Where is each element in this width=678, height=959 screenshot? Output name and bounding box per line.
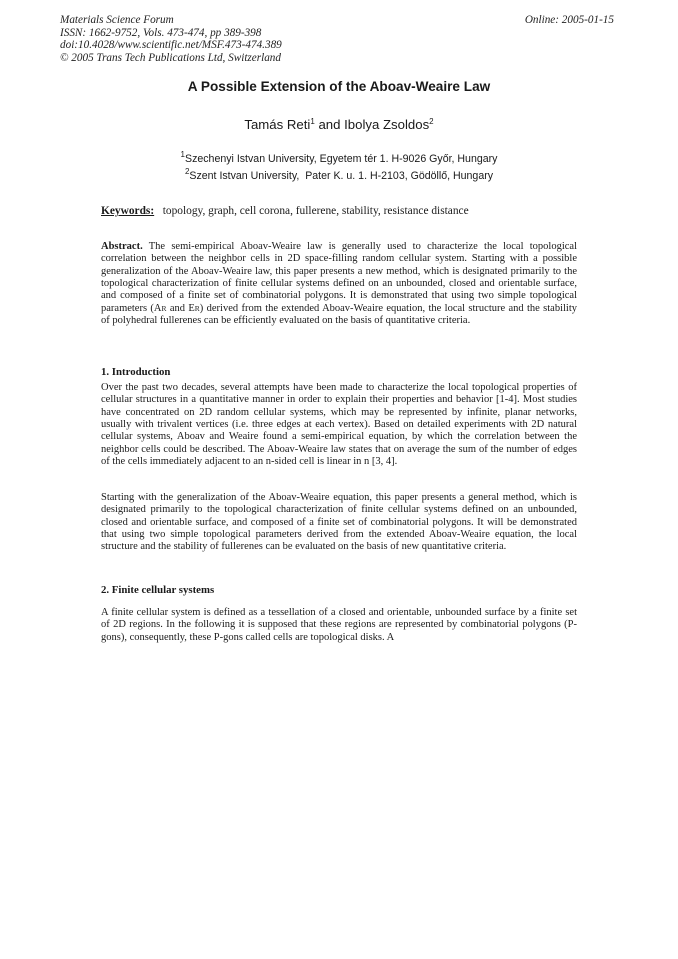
section-heading-introduction: 1. Introduction <box>101 366 171 378</box>
abstract-subscript-2: R <box>194 303 200 313</box>
author-line <box>0 117 678 132</box>
copyright-line: © 2005 Trans Tech Publications Ltd, Switzerland <box>60 51 281 64</box>
section-heading-finite-cellular-systems: 2. Finite cellular systems <box>101 584 215 596</box>
abstract-text-start: The semi-empirical Aboav-Weaire law is generally used to characterize the local topological correlation between the neighbor cells in 2D space-filling random cellular system. Starting with a possible generalization of the Aboav-Weaire law, this paper presents a new method, which is designated primarily to the topological characterization of finite cellular systems defined on an unbounded, closed and orientable surface, and composed of a finite set of combinatorial polygons. It is demonstrated that using two simple topological parameters (A <box>101 241 577 314</box>
affiliation-1-text: Szechenyi Istvan University, Egyetem tér 1. H-9026 Győr, Hungary <box>185 153 498 165</box>
abstract-subscript-1: R <box>161 303 167 313</box>
abstract-text-end: ) derived from the extended Aboav-Weaire equation, the local structure and the stability of polyhedral fullerenes can be efficiently evaluated on the basis of quantitative criteria. <box>101 302 578 327</box>
affiliation-2-text: Szent Istvan University, Pater K. u. 1. H-2103, Gödöllő, Hungary <box>189 170 494 182</box>
author-2: Ibolya Zsoldos <box>344 117 430 132</box>
keywords <box>101 205 469 217</box>
online-date: Online: 2005-01-15 <box>524 14 614 26</box>
author-2-affil-mark: 2 <box>429 117 434 126</box>
finite-cellular-systems-paragraph-1: A finite cellular system is defined as a tessellation of a closed and orientable, unbounded surface by a finite set of 2D regions. In the following it is supposed that these regions are represented by combinatorial polygons (P-gons), consequently, these P-gons called cells are topological disks. A <box>101 607 577 643</box>
affiliation-1-mark: 1 <box>180 150 185 159</box>
abstract-label: Abstract. <box>101 241 143 252</box>
affiliation-1 <box>0 150 678 165</box>
issn-line: ISSN: 1662-9752, Vols. 473-474, pp 389-398 <box>60 26 262 39</box>
affiliation-2 <box>0 167 678 182</box>
abstract-text-middle: and E <box>166 302 195 314</box>
keywords-text: topology, graph, cell corona, fullerene, stability, resistance distance <box>162 205 469 217</box>
abstract <box>101 241 577 327</box>
journal-name: Materials Science Forum <box>60 14 174 26</box>
journal-header <box>60 14 282 64</box>
introduction-paragraph-1: Over the past two decades, several attempts have been made to characterize the local topological properties of cellular structures in a quantitative manner in order to explain their properties and behavior [1-4]. Most studies have concentrated on 2D random cellular systems, which may be represented by infinite, planar networks, usually with trivalent vertices (i.e. three edges at each vertex). Based on detailed experiments with 2D natural cellular systems, Aboav and Weaire found a semi-empirical equation, by which the correlation between the neighbor cells could be described. The Aboav-Weaire law states that on average the sum of the number of edges of the cells immediately adjacent to an n-sided cell is linear in n [3, 4]. <box>101 382 577 468</box>
introduction-paragraph-2: Starting with the generalization of the Aboav-Weaire equation, this paper presents a general method, which is designated primarily to the topological characterization of finite cellular systems defined on an unbounded, closed and orientable surface, and composed of a finite set of combinatorial polygons. It will be demonstrated that using two simple topological parameters derived from the extended Aboav-Weaire equation, the local structure and the stability of fullerenes can be evaluated on the basis of new quantitative criteria. <box>101 492 577 553</box>
paper-title: A Possible Extension of the Aboav-Weaire Law <box>187 79 491 94</box>
affiliation-2-mark: 2 <box>184 167 190 176</box>
keywords-label: Keywords: <box>101 205 155 217</box>
doi-line: doi:10.4028/www.scientific.net/MSF.473-474.389 <box>60 39 282 51</box>
author-1-affil-mark: 1 <box>310 117 315 126</box>
author-conjunction: and <box>314 117 345 132</box>
author-1: Tamás Reti <box>244 117 311 132</box>
